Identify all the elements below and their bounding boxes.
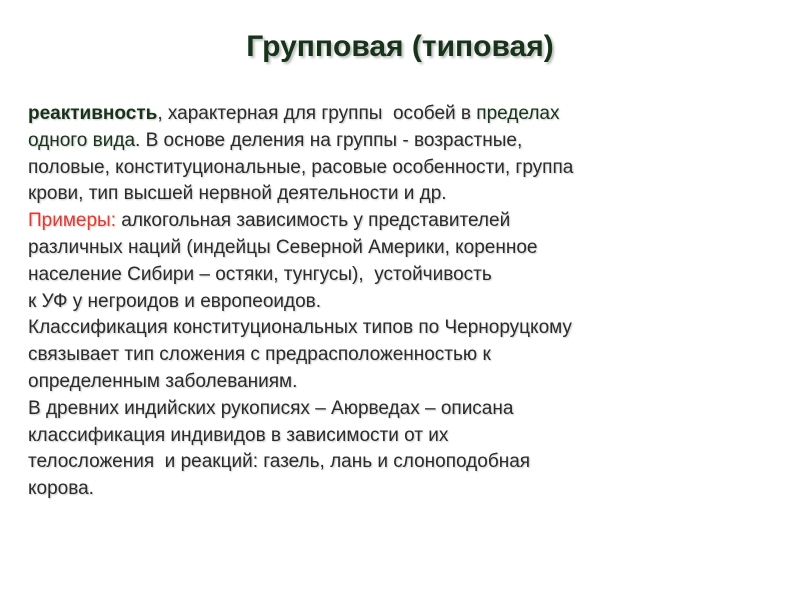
- text-segment: половые, конституциональные, расовые особенности, группа: [28, 156, 574, 178]
- highlighted-phrase: одного вида: [28, 129, 136, 151]
- text-segment: Классификация конституциональных типов по Черноруцкому: [28, 317, 572, 339]
- text-line: [28, 181, 773, 208]
- text-line: [28, 315, 773, 342]
- text-line: [28, 155, 773, 182]
- text-segment: различных наций (индейцы Северной Америки, коренное: [28, 236, 538, 258]
- text-line: [28, 128, 773, 155]
- key-term: реактивность: [28, 103, 158, 124]
- text-line: [28, 369, 773, 396]
- text-segment: . В основе деления на группы - возрастные,: [135, 129, 523, 151]
- text-segment: алкогольная зависимость у представителей: [115, 210, 511, 232]
- text-line: [28, 101, 773, 128]
- highlighted-phrase: пределах: [476, 103, 560, 124]
- text-line: [28, 235, 773, 262]
- text-segment: связывает тип сложения с предрасположенностью к: [28, 344, 491, 366]
- text-line: [28, 289, 773, 316]
- text-line: [28, 342, 773, 369]
- text-line: [28, 262, 773, 289]
- text-line: [28, 449, 773, 476]
- text-segment: классификация индивидов в зависимости от их: [28, 424, 449, 446]
- slide-title: Групповая (типовая): [246, 30, 554, 63]
- text-segment: к УФ у негроидов и европеоидов.: [28, 290, 322, 312]
- text-segment: население Сибири – остяки, тунгусы), устойчивость: [28, 263, 492, 285]
- text-line: [28, 476, 773, 503]
- text-segment: телосложения и реакций: газель, лань и слоноподобная: [28, 451, 531, 473]
- text-segment: корова.: [28, 478, 94, 500]
- text-line: [28, 423, 773, 450]
- examples-label: Примеры:: [28, 210, 116, 232]
- text-segment: В древних индийских рукописях – Аюрведах – описана: [28, 397, 514, 419]
- text-segment: , характерная для группы особей в: [157, 103, 477, 124]
- text-segment: определенным заболеваниям.: [28, 370, 298, 392]
- text-line: [28, 208, 773, 235]
- text-line: [28, 396, 773, 423]
- slide-body: [28, 101, 773, 503]
- text-segment: крови, тип высшей нервной деятельности и др.: [28, 183, 447, 205]
